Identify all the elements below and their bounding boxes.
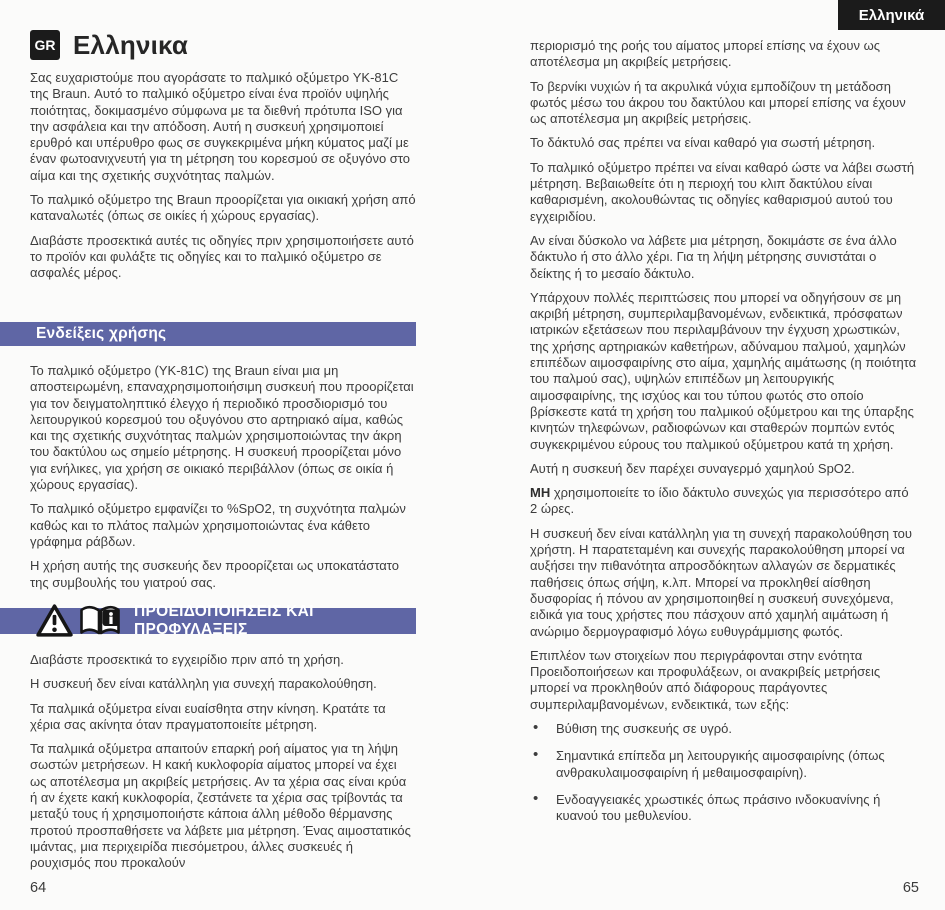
mh-rest: χρησιμοποιείτε το ίδιο δάκτυλο συνεχώς για περισσότερο από 2 ώρες. — [530, 485, 909, 517]
paragraph: Το παλμικό οξύμετρο πρέπει να είναι καθαρό ώστε να λάβει σωστή μέτρηση. Βεβαιωθείτε ότι η περιοχή του κλιπ δακτύλου είναι καθαρισμένη, ακολουθώντας τις οδηγίες καθαρισμού αυτού του εγχειριδίου. — [530, 159, 915, 224]
list-item-text: Σημαντικά επίπεδα μη λειτουργικής αιμοσφαιρίνης (όπως ανθρακυλαιμοσφαιρίνη ή μεθαιμοσφαιρίνη). — [556, 748, 885, 780]
section-title: ΠΡΟΕΙΔΟΠΟΙΗΣΕΙΣ ΚΑΙ ΠΡΟΦΥΛΑΞΕΙΣ — [134, 603, 314, 638]
list-item-text: Ενδοαγγειακές χρωστικές όπως πράσινο ινδοκυανίνης ή κυανού του μεθυλενίου. — [556, 791, 881, 824]
paragraph: Το δάκτυλό σας πρέπει να είναι καθαρό για σωστή μέτρηση. — [530, 135, 876, 151]
paragraph: περιορισμό της ροής του αίματος μπορεί επίσης να έχουν ως αποτέλεσμα μη ακριβείς μετρήσεις. — [530, 38, 881, 70]
warning-triangle-icon — [36, 602, 73, 639]
document-header — [30, 30, 416, 60]
section-header-warnings — [0, 603, 416, 638]
section-header-indications — [0, 322, 416, 346]
paragraph: Επιπλέον των στοιχείων που περιγράφονται στην ενότητα Προειδοποιήσεων και προφυλάξεων, οι ανακριβείς μετρήσεις μπορεί να προκληθούν από διάφορους παράγοντες συμπεριλαμβανομένων, ενδεικτικά, των εξής: — [530, 647, 881, 712]
list-item — [530, 748, 918, 781]
paragraph: Το παλμικό οξύμετρο εμφανίζει το %SpO2, τη συχνότητα παλμών καθώς και το πλάτος παλμών χρησιμοποιώντας ένα κάθετο γράφημα ράβδων. — [30, 501, 406, 549]
right-column — [530, 38, 918, 868]
intro-section — [30, 70, 416, 322]
left-column — [30, 30, 416, 870]
paragraph: Διαβάστε προσεκτικά το εγχειρίδιο πριν από τη χρήση. — [30, 652, 344, 667]
paragraph: Το παλμικό οξύμετρο της Braun προορίζεται για οικιακή χρήση από καταναλωτές (όπως σε οικίες ή χώρους εργασίας). — [30, 192, 416, 224]
page-number-left: 64 — [30, 880, 47, 896]
paragraph: Η συσκευή δεν είναι κατάλληλη για συνεχή παρακολούθηση. — [30, 676, 377, 692]
paragraph: Υπάρχουν πολλές περιπτώσεις που μπορεί να οδηγήσουν σε μη ακριβή μέτρηση, συμπεριλαμβανομένων, ενδεικτικά, πρόσφατων ιατρικών εξετάσεων που περιλαμβάνουν την έγχυση χρωστικών, της χρήσης αρτηριακών καθετήρων, αδύναμου παλμού, χαμηλών επιπέδων αιμοσφαιρίνης στο αίμα, χαμηλής αιμάτωσης (η ποιότητα του παλμού σας), υψηλών επιπέδων μη λειτουργικής αιμοσφαιρίνης, της ισχύος και του τύπου φωτός στο οποίο βρίσκεστε κατά τη χρήση του παλμικού οξύμετρου και της ύπαρξης κινητών τηλεφώνων, ραδιοφώνων και σταθερών πομπών εντός συγκεκριμένου εύρους του παλμικού οξύμετρου κατά τη χρήση. — [530, 289, 917, 452]
list-item — [530, 718, 918, 737]
paragraph: Αν είναι δύσκολο να λάβετε μια μέτρηση, δοκιμάστε σε ένα άλλο δάκτυλο ή στο άλλο χέρι. Για τη λήψη μέτρησης συνιστάται ο δείκτης ή το μεσαίο δάκτυλο. — [530, 232, 897, 281]
factors-bullet-list — [530, 718, 918, 824]
language-tab: Ελληνικά — [838, 0, 945, 30]
list-item — [530, 789, 918, 825]
instructions-book-icon — [78, 603, 122, 639]
gr-badge: GR — [30, 30, 60, 60]
paragraph: Η συσκευή δεν είναι κατάλληλη για τη συνεχή παρακολούθηση του χρήστη. Η παρατεταμένη και συνεχής παρακολούθηση μπορεί να αυξήσει την πιθανότητα απροσδόκητων αλλαγών σε δερματικές παθήσεις όπως σήψη, κ.λπ. Μπορεί να προκληθεί αίσθηση δυσφορίας ή πόνου αν χρησιμοποιηθεί η συσκευή συνεχόμενα, ειδικά για τους χρήστες που πάσχουν από χαμηλή αιμάτωση ή ανώριμο δερμογραφισμό λόγω ευθυγράμμισης φωτός. — [530, 525, 913, 639]
mh-bold-prefix: ΜΗ — [530, 485, 551, 501]
bullet-marker: • — [533, 718, 539, 736]
paragraph: Σας ευχαριστούμε που αγοράσατε το παλμικό οξύμετρο YK-81C της Braun. Αυτό το παλμικό οξύμετρο είναι ένα προϊόν υψηλής ποιότητας, δοκιμασμένο σύμφωνα με τα διεθνή πρότυπα ISO για την ασφάλεια και την απόδοση. Αυτή η συσκευή χρησιμοποιεί ερυθρό και υπέρυθρο φως σε συγκεκριμένα μήκη κύματος μαζί με έναν φωτοανιχνευτή για τη μέτρηση του κορεσμού σε οξυγόνο στο αίμα και της σχετικής συχνότητας παλμών. — [30, 70, 411, 183]
paragraph: Τα παλμικά οξύμετρα είναι ευαίσθητα στην κίνηση. Κρατάτε τα χέρια σας ακίνητα όταν πραγματοποιείτε μέτρηση. — [30, 700, 386, 732]
bullet-marker: • — [533, 746, 539, 764]
paragraph-mh-warning — [530, 485, 918, 518]
paragraph: Το βερνίκι νυχιών ή τα ακρυλικά νύχια εμποδίζουν τη μετάδοση φωτός μέσω του άκρου του δακτύλου και μπορεί επίσης να έχουν ως αποτέλεσμα μη ακριβείς μετρήσεις. — [530, 78, 906, 127]
page-number-right: 65 — [902, 880, 919, 896]
section-title: Ενδείξεις χρήσης — [36, 325, 167, 342]
paragraph: Η χρήση αυτής της συσκευής δεν προορίζεται ως υποκατάστατο της συμβουλής του γιατρού σας. — [30, 558, 399, 590]
list-item-text: Βύθιση της συσκευής σε υγρό. — [556, 720, 732, 736]
paragraph: Τα παλμικά οξύμετρα απαιτούν επαρκή ροή αίματος για τη λήψη σωστών μετρήσεων. Η κακή κυκλοφορία αίματος μπορεί να έχει ως αποτέλεσμα μη ακριβείς μετρήσεις. Αν τα χέρια σας είναι κρύα ή αν έχετε κακή κυκλοφορία, ζεστάνετε τα χέρια σας τρίβοντάς τα μεταξύ τους ή χρησιμοποιήστε κάποια άλλη μέθοδο θέρμανσης προτού προσπαθήσετε να λάβετε μια μέτρηση. Ένας αιμοστατικός ιμάντας, μια περιχειρίδα πιεσόμετρου, άλλες συσκευές ή ρουχισμός που προκαλούν — [30, 741, 411, 870]
warnings-section — [30, 634, 416, 870]
paragraph: Αυτή η συσκευή δεν παρέχει συναγερμό χαμηλού SpO2. — [530, 460, 855, 476]
paragraph: Διαβάστε προσεκτικά αυτές τις οδηγίες πριν χρησιμοποιήσετε αυτό το προϊόν και φυλάξτε τις οδηγίες και το παλμικό οξύμετρο σε ασφαλές μέρος. — [30, 232, 414, 281]
paragraph: Το παλμικό οξύμετρο (YK-81C) της Braun είναι μια μη αποστειρωμένη, επαναχρησιμοποιήσιμη συσκευή που προορίζεται για τον δειγματοληπτικό έλεγχο ή περιοδικό προσδιορισμό του λειτουργικού κορεσμού του οξυγόνου στο αρτηριακό αίμα, καθώς και της σχετικής συχνότητας παλμών χρησιμοποιώντας την άκρη του δακτύλου ως σημείο μέτρησης. Η συσκευή προορίζεται μόνο για ενήλικες, για χρήση σε οικιακό περιβάλλον (όπως σε οικία ή χώρους εργασίας). — [30, 363, 414, 493]
bullet-marker: • — [533, 789, 539, 807]
page-title: Ελληνικα — [73, 29, 189, 60]
indications-section — [30, 346, 416, 608]
